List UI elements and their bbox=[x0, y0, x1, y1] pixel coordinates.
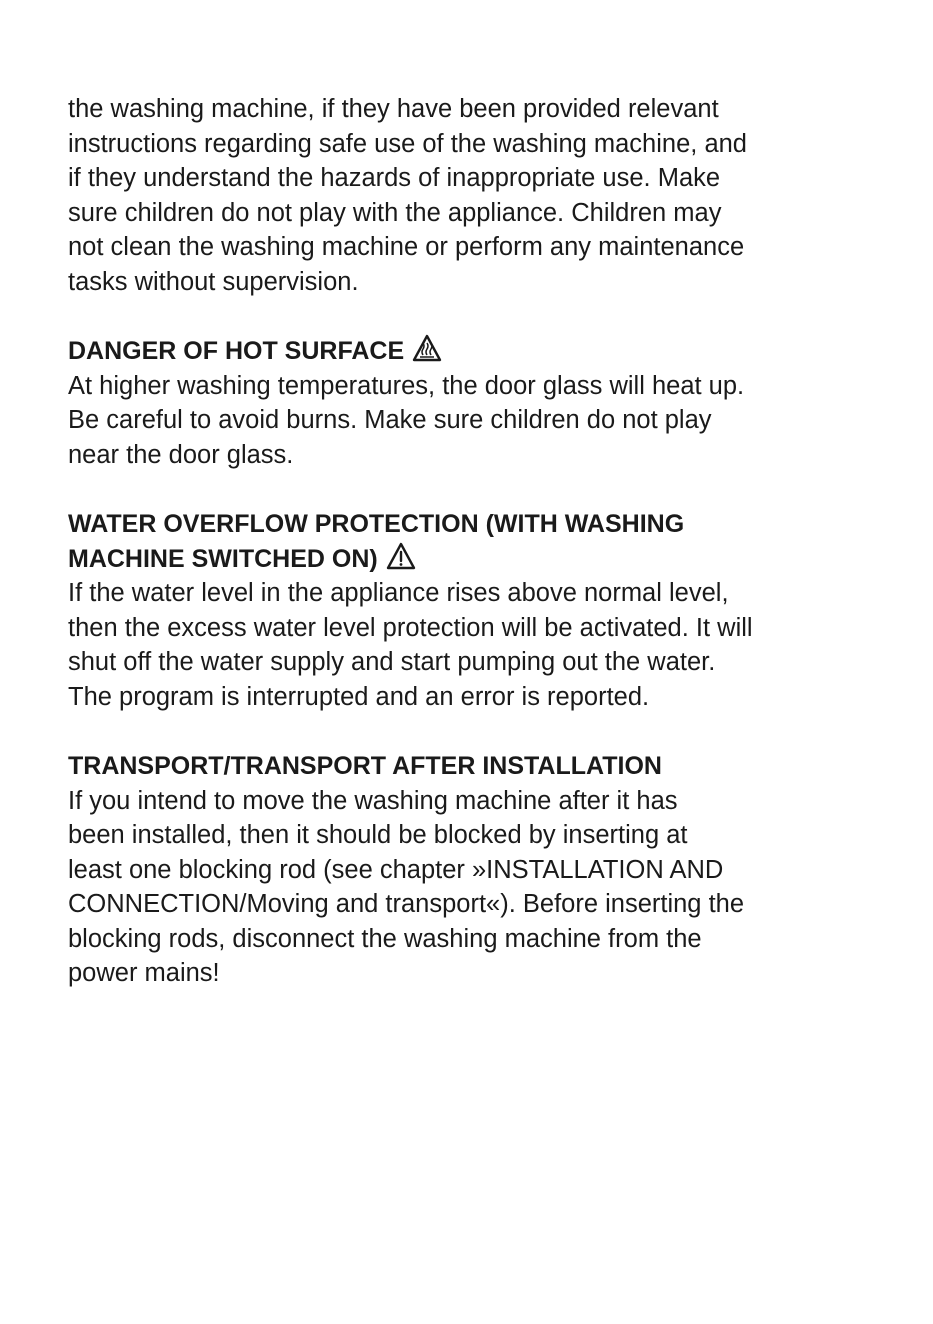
hot-surface-heading bbox=[68, 334, 868, 369]
caution-warning-icon bbox=[386, 542, 416, 570]
intro-paragraph: the washing machine, if they have been provided relevant instructions regarding safe use of the washing machine, and if they understand the hazards of inappropriate use. Make sure children do not play with the appliance. Children may not clean the washing machine or perform any maintenance tasks without supervision. bbox=[68, 95, 747, 296]
section-gap bbox=[68, 714, 868, 749]
section-gap bbox=[68, 299, 868, 334]
transport-heading: TRANSPORT/TRANSPORT AFTER INSTALLATION bbox=[68, 752, 662, 780]
overflow-heading-line1: WATER OVERFLOW PROTECTION (WITH WASHING bbox=[68, 510, 685, 538]
hot-surface-paragraph: At higher washing temperatures, the door glass will heat up. Be careful to avoid burns. Make sure children do not play near the door glass. bbox=[68, 371, 745, 469]
hot-surface-section bbox=[68, 334, 868, 472]
section-gap bbox=[68, 472, 868, 507]
overflow-heading-line2-text: MACHINE SWITCHED ON) bbox=[68, 544, 378, 573]
transport-section bbox=[68, 749, 868, 991]
document-page bbox=[68, 92, 868, 991]
hot-surface-heading-text: DANGER OF HOT SURFACE bbox=[68, 337, 405, 365]
transport-paragraph: If you intend to move the washing machine after it has been installed, then it should be blocked by inserting at least one blocking rod (see chapter »INSTALLATION AND CONNECTION/Moving and transport«). Before inserting the blocking rods, disconnect the washing machine from the power mains! bbox=[68, 786, 745, 987]
overflow-heading-line2 bbox=[68, 542, 868, 577]
hot-surface-warning-icon bbox=[412, 334, 442, 362]
overflow-paragraph: If the water level in the appliance rises above normal level, then the excess water level protection will be activated. It will shut off the water supply and start pumping out the water. The program is interrupted and an error is reported. bbox=[68, 579, 753, 711]
overflow-section bbox=[68, 507, 868, 714]
